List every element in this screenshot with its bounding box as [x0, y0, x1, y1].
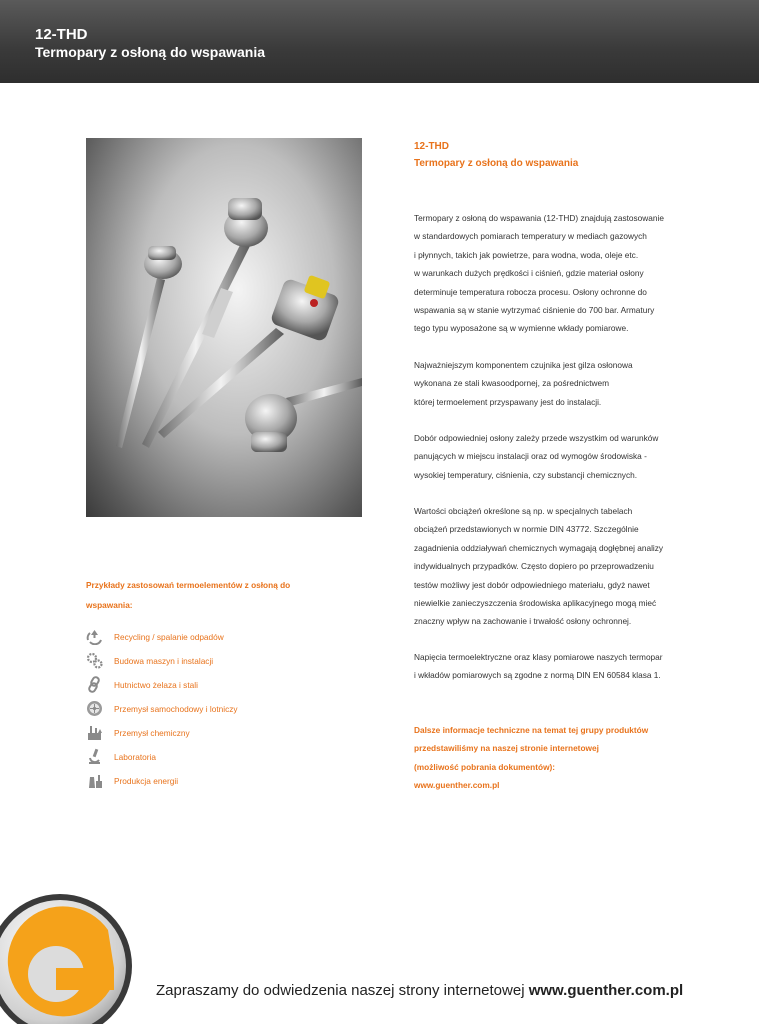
list-item [86, 699, 346, 719]
recycling-icon [86, 628, 103, 645]
text-line: Dobór odpowiedniej osłony zależy przede wszystkim od warunków [414, 433, 659, 443]
list-item-label: Hutnictwo żelaza i stali [114, 680, 198, 690]
text-line: wspawania są w stanie wytrzymać ciśnienie do 700 bar. Armatury [414, 305, 655, 316]
text-line: której termoelement przyspawany jest do instalacji. [414, 396, 602, 407]
text-line: panujących w miejscu instalacji oraz od wymogów środowiska - [414, 451, 647, 462]
list-item-label: Recycling / spalanie odpadów [114, 632, 224, 642]
wheel-icon [86, 700, 103, 717]
paragraph-standards [414, 648, 724, 685]
text-line: Dalsze informacje techniczne na temat tej grupy produktów [414, 725, 649, 735]
text-line: wykonana ze stali kwasoodpornej, za pośrednictwem [414, 378, 610, 389]
list-item-label: Produkcja energii [114, 776, 179, 786]
examples-title [86, 576, 326, 615]
text-line: (możliwość pobrania dokumentów): [414, 761, 556, 772]
chain-icon [86, 676, 103, 693]
text-line: w standardowych pomiarach temperatury w mediach gazowych [414, 231, 647, 242]
list-item [86, 771, 346, 791]
list-item [86, 627, 346, 647]
text-line: indywidualnych przypadków. Często dopiero po przeprowadzeniu [414, 561, 654, 572]
text-line: przedstawiliśmy na naszej stronie internetowej [414, 743, 599, 754]
paragraph-selection [414, 429, 724, 484]
list-item-label: Przemysł chemiczny [114, 728, 190, 738]
company-logo [0, 890, 140, 1024]
page-header [0, 0, 759, 83]
website-link[interactable]: www.guenther.com.pl [414, 780, 500, 791]
gears-icon [86, 652, 103, 669]
text-line: i płynnych, takich jak powietrze, para wodna, woda, oleje etc. [414, 249, 639, 260]
text-line: Wartości obciążeń określone są np. w specjalnych tabelach [414, 506, 633, 516]
text-line: Najważniejszym komponentem czujnika jest gilza osłonowa [414, 360, 633, 370]
power-plant-icon [86, 772, 103, 789]
list-item-label: Laboratoria [114, 752, 156, 762]
text-line: niewielkie zanieczyszczenia środowiska aplikacyjnego mogą mieć [414, 598, 657, 609]
text-line: Napięcia termoelektryczne oraz klasy pomiarowe naszych termopar [414, 652, 663, 662]
list-item-label: Przemysł samochodowy i lotniczy [114, 704, 238, 714]
text-line: i wkładów pomiarowych są zgodne z normą DIN EN 60584 klasa 1. [414, 670, 661, 681]
text-line: tego typu wyposażone są w wymienne wkłady pomiarowe. [414, 323, 629, 334]
product-photo [86, 138, 362, 517]
header-title: Termopary z osłoną do wspawania [35, 44, 266, 60]
text-line: obciążeń przedstawionych w normie DIN 43772. Szczególnie [414, 524, 639, 535]
list-item [86, 723, 346, 743]
list-item-label: Budowa maszyn i instalacji [114, 656, 214, 666]
text-line: wspawania: [86, 599, 133, 610]
product-title: Termopary z osłoną do wspawania [414, 158, 579, 169]
list-item [86, 675, 346, 695]
list-item [86, 747, 346, 767]
text-line: Przykłady zastosowań termoelementów z osłoną do [86, 580, 291, 590]
list-item [86, 651, 346, 671]
footer-text: Zapraszamy do odwiedzenia naszej strony internetowej [156, 982, 525, 999]
text-line: zagadnienia oddziaływań chemicznych wymagają dogłębnej analizy [414, 542, 664, 553]
text-line: Termopary z osłoną do wspawania (12-THD) znajdują zastosowanie [414, 213, 664, 223]
microscope-icon [86, 748, 103, 765]
product-code: 12-THD [414, 141, 450, 152]
text-line: znaczny wpływ na zachowanie i trwałość osłony ochronnej. [414, 616, 632, 627]
chemical-plant-icon [86, 724, 103, 741]
header-code: 12-THD [35, 26, 88, 43]
text-line: w warunkach dużych prędkości i ciśnień, gdzie materiał osłony [414, 268, 644, 279]
text-line: determinuje temperatura robocza procesu. Osłony ochronne do [414, 286, 647, 297]
paragraph-intro [414, 209, 724, 338]
text-line: testów możliwy jest dobór odpowiedniego materiału, gdyż nawet [414, 579, 650, 590]
text-line: wysokiej temperatury, ciśnienia, czy substancji chemicznych. [414, 469, 638, 480]
paragraph-loads [414, 502, 724, 631]
more-info [414, 721, 648, 795]
footer-invitation [156, 982, 683, 999]
footer-url[interactable]: www.guenther.com.pl [528, 982, 684, 999]
paragraph-component [414, 356, 724, 411]
